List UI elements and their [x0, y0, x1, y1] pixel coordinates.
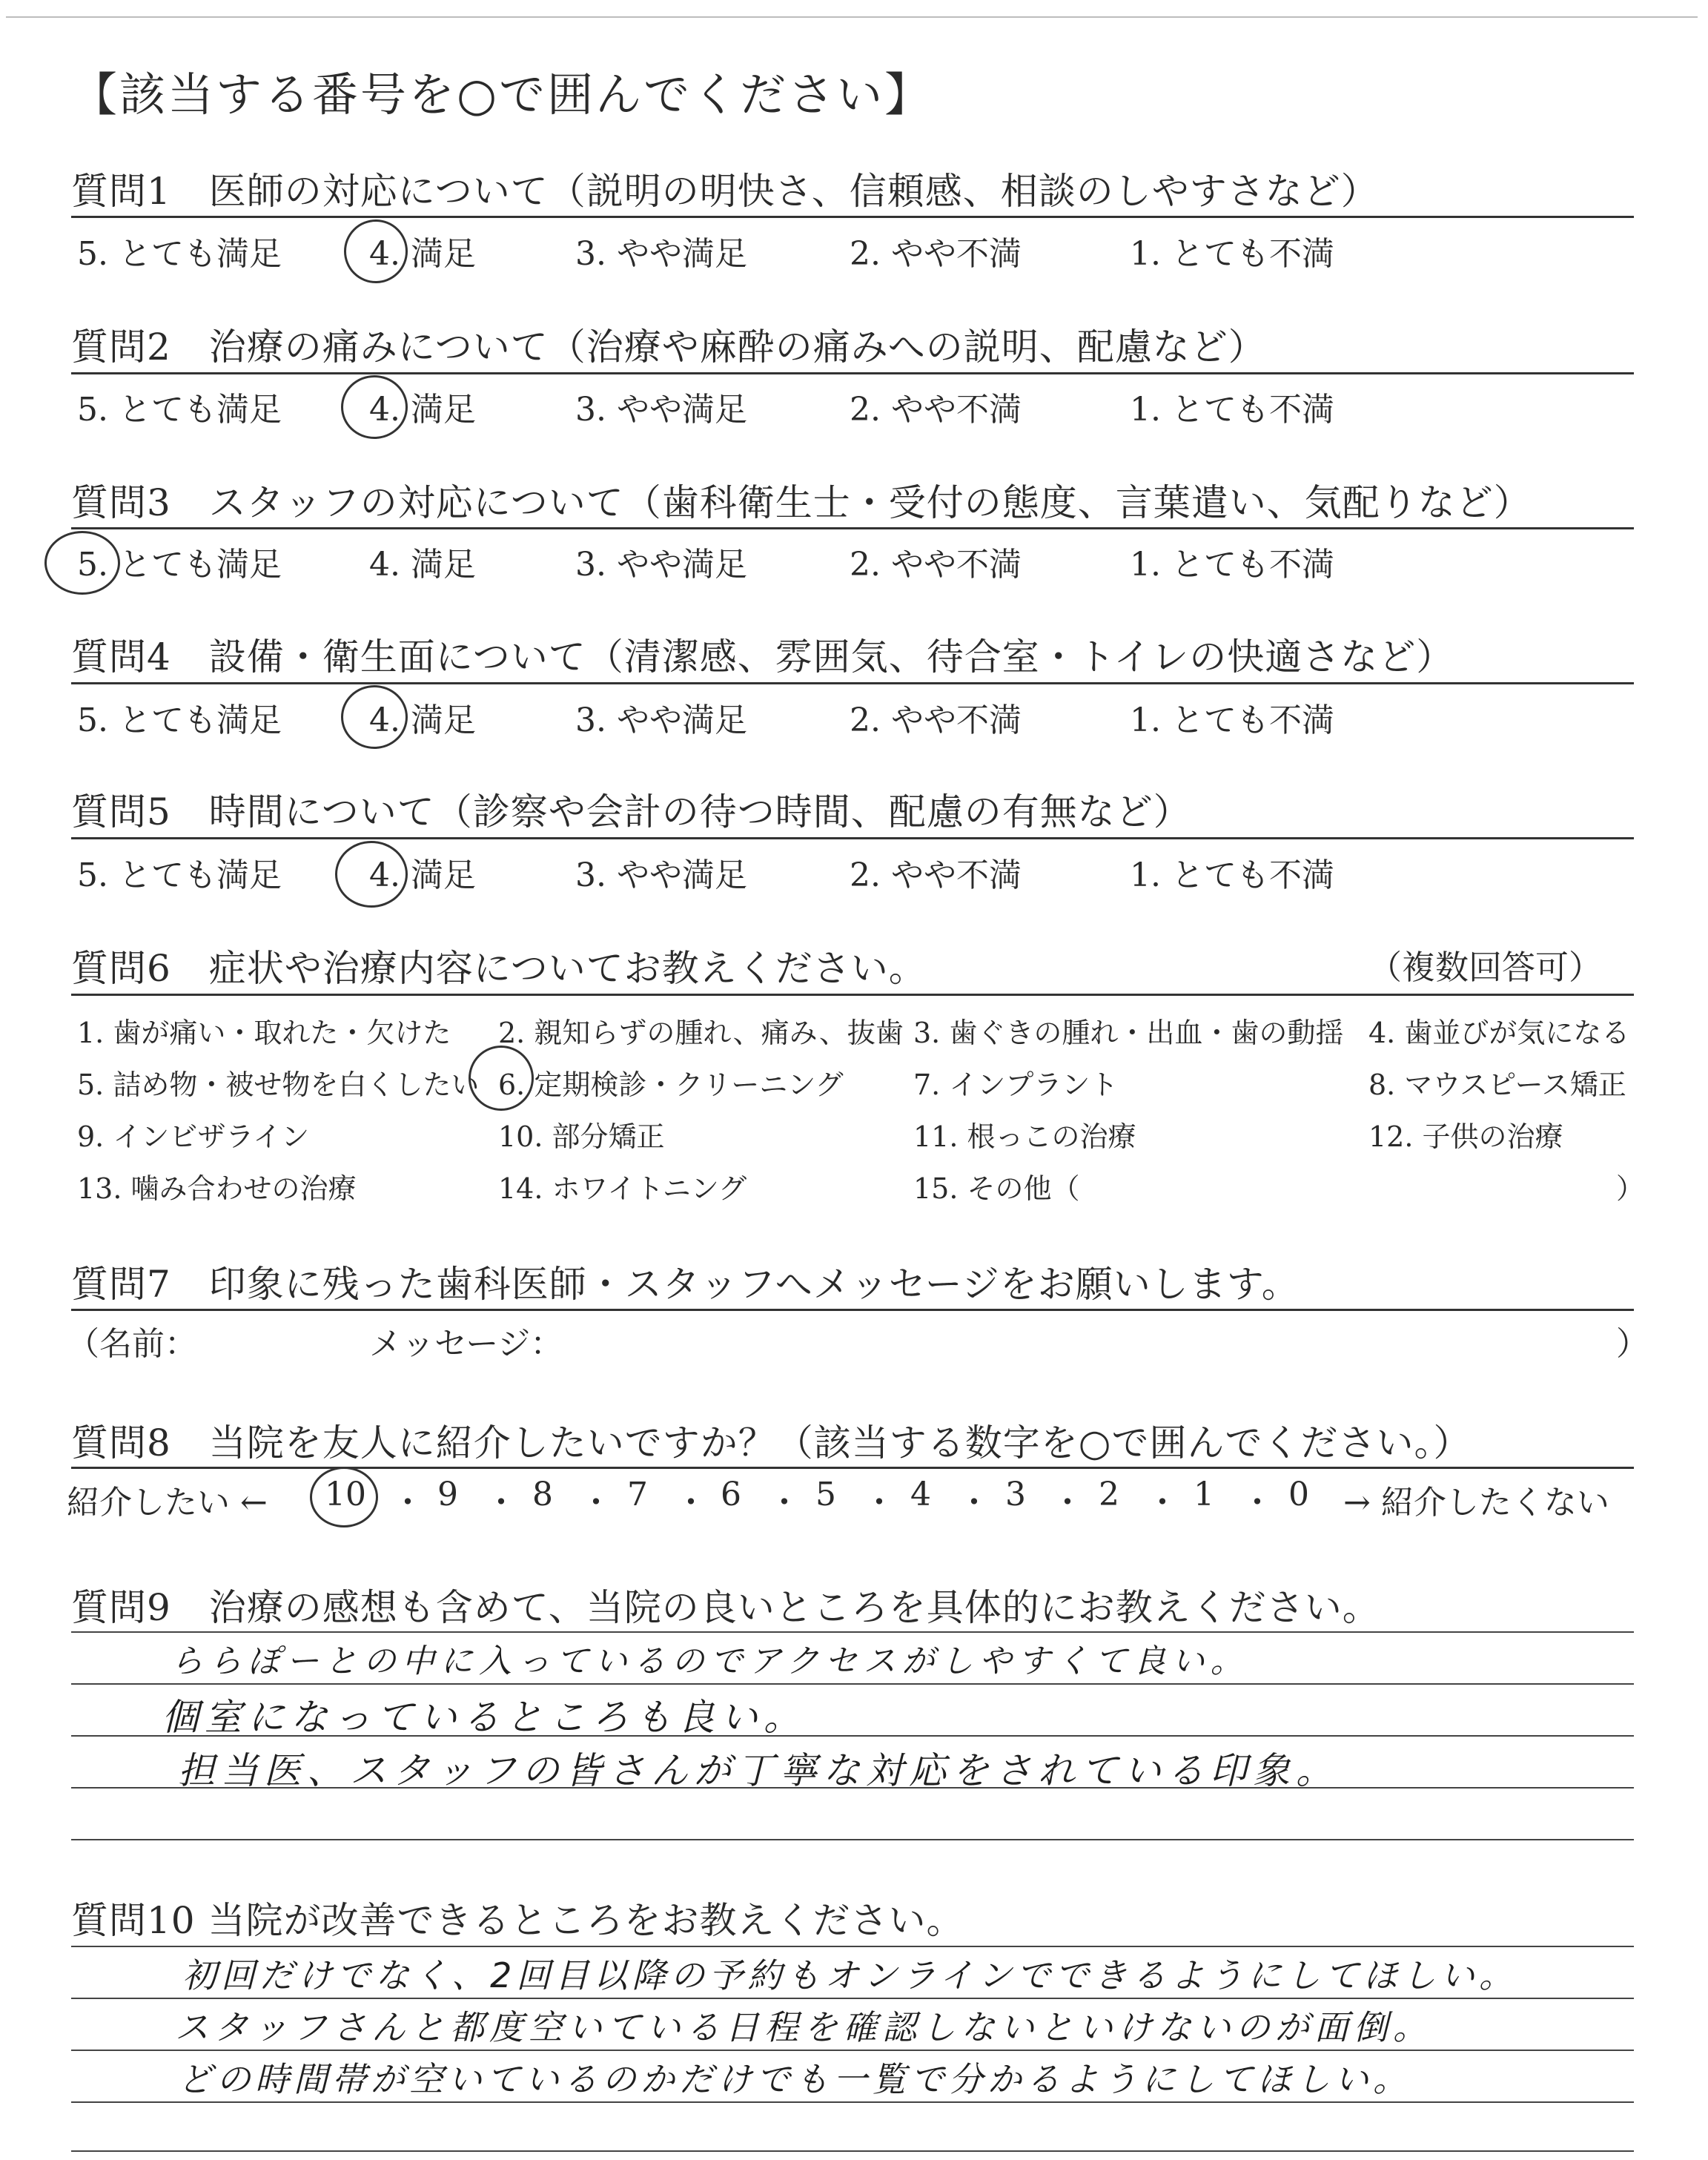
q4-option-4[interactable]: 4. 満足 [369, 701, 476, 739]
q8-separator: ・ [1241, 1484, 1274, 1522]
q8-scale-8[interactable]: 8 [532, 1476, 553, 1513]
q4-option-3[interactable]: 3. やや満足 [575, 701, 747, 739]
q9-rule-2 [71, 1683, 1634, 1685]
q8-left-label: 紹介したい ← [67, 1484, 268, 1522]
q8-separator: ・ [391, 1484, 424, 1522]
q1-heading: 質問1 医師の対応について（説明の明快さ、信頼感、相談のしやすさなど） [71, 170, 1379, 213]
q1-option-2[interactable]: 2. やや不満 [850, 235, 1022, 273]
q2-option-2[interactable]: 2. やや不満 [850, 391, 1022, 429]
q8-rule [71, 1467, 1634, 1469]
q3-option-3[interactable]: 3. やや満足 [575, 546, 747, 584]
q4-option-5[interactable]: 5. とても満足 [77, 701, 282, 739]
q10-answer-line-2: スタッフさんと都度空いている日程を確認しないといけないのが面倒。 [175, 2007, 1432, 2047]
q4-option-1[interactable]: 1. とても不満 [1130, 701, 1334, 739]
q6-option-2[interactable]: 2. 親知らずの腫れ、痛み、抜歯 [498, 1017, 904, 1049]
q8-separator: ・ [675, 1484, 707, 1522]
q7-name-label: （名前： [67, 1325, 197, 1363]
q8-scale-10[interactable]: 10 [325, 1476, 366, 1513]
q1-option-1[interactable]: 1. とても不満 [1130, 235, 1334, 273]
q3-option-2[interactable]: 2. やや不満 [850, 546, 1022, 584]
q10-answer-line-3: どの時間帯が空いているのかだけでも一覧で分かるようにしてほしい。 [178, 2059, 1411, 2099]
q8-separator: ・ [580, 1484, 612, 1522]
q6-heading: 質問6 症状や治療内容についてお教えください。 [71, 947, 927, 990]
q3-option-1[interactable]: 1. とても不満 [1130, 546, 1334, 584]
q6-option-11[interactable]: 11. 根っこの治療 [913, 1120, 1136, 1153]
q8-separator: ・ [485, 1484, 517, 1522]
q5-rule [71, 837, 1634, 839]
q9-answer-line-2: 個室になっているところも良い。 [162, 1696, 807, 1739]
q7-message-label: メッセージ： [369, 1325, 563, 1363]
q10-rule-1 [71, 1946, 1634, 1947]
q5-option-4[interactable]: 4. 満足 [369, 856, 476, 894]
q5-heading: 質問5 時間について（診察や会計の待つ時間、配慮の有無など） [71, 790, 1191, 833]
q1-option-5[interactable]: 5. とても満足 [77, 235, 282, 273]
q7-heading: 質問7 印象に残った歯科医師・スタッフへメッセージをお願いします。 [71, 1263, 1300, 1306]
q8-scale-4[interactable]: 4 [910, 1476, 931, 1513]
q8-scale-7[interactable]: 7 [627, 1476, 648, 1513]
q6-option-14[interactable]: 14. ホワイトニング [498, 1172, 747, 1205]
q6-option-8[interactable]: 8. マウスピース矯正 [1368, 1069, 1626, 1101]
q7-rule [71, 1309, 1634, 1311]
q6-option-6[interactable]: 6. 定期検診・クリーニング [498, 1069, 844, 1101]
q8-scale-3[interactable]: 3 [1005, 1476, 1026, 1513]
q6-option-13[interactable]: 13. 噛み合わせの治療 [77, 1172, 357, 1205]
q8-separator: ・ [1146, 1484, 1179, 1522]
q10-heading: 質問10 当院が改善できるところをお教えください。 [71, 1899, 964, 1942]
q10-rule-2 [71, 1998, 1634, 1999]
q6-option-9[interactable]: 9. インビザライン [77, 1120, 310, 1153]
q8-separator: ・ [863, 1484, 896, 1522]
q4-heading: 質問4 設備・衛生面について（清潔感、雰囲気、待合室・トイレの快適さなど） [71, 635, 1454, 678]
q4-rule [71, 682, 1634, 684]
q4-option-2[interactable]: 2. やや不満 [850, 701, 1022, 739]
top-border [6, 16, 1698, 18]
q6-rule [71, 994, 1634, 996]
q6-option-5[interactable]: 5. 詰め物・被せ物を白くしたい [77, 1069, 480, 1101]
q8-right-label: → 紹介したくない [1343, 1484, 1609, 1522]
q6-option-7[interactable]: 7. インプラント [913, 1069, 1119, 1101]
q2-option-3[interactable]: 3. やや満足 [575, 391, 747, 429]
q6-option-15[interactable]: 15. その他（ [913, 1172, 1080, 1205]
q6-option-12[interactable]: 12. 子供の治療 [1368, 1120, 1563, 1153]
q8-separator: ・ [1051, 1484, 1084, 1522]
q5-option-2[interactable]: 2. やや不満 [850, 856, 1022, 894]
q6-multiple-note: （複数回答可） [1368, 948, 1603, 987]
q6-option-4[interactable]: 4. 歯並びが気になる [1368, 1017, 1630, 1049]
q7-close-paren: ） [1616, 1325, 1649, 1363]
q3-rule [71, 527, 1634, 529]
q2-option-4[interactable]: 4. 満足 [369, 391, 476, 429]
q5-option-1[interactable]: 1. とても不満 [1130, 856, 1334, 894]
q8-scale-2[interactable]: 2 [1099, 1476, 1119, 1513]
q8-heading: 質問8 当院を友人に紹介したいですか？（該当する数字を○で囲んでください。） [71, 1421, 1472, 1464]
q2-heading: 質問2 治療の痛みについて（治療や麻酔の痛みへの説明、配慮など） [71, 326, 1266, 369]
q3-option-5[interactable]: 5. とても満足 [77, 546, 282, 584]
q8-scale-6[interactable]: 6 [721, 1476, 741, 1513]
q9-heading: 質問9 治療の感想も含めて、当院の良いところを具体的にお教えください。 [71, 1586, 1380, 1629]
q9-rule-1 [71, 1631, 1634, 1633]
q8-scale-9[interactable]: 9 [437, 1476, 458, 1513]
q9-answer-line-3: 担当医、スタッフの皆さんが丁寧な対応をされている印象。 [178, 1749, 1339, 1792]
q8-scale-5[interactable]: 5 [815, 1476, 836, 1513]
q1-rule [71, 216, 1634, 218]
q10-rule-5 [71, 2150, 1634, 2152]
q5-option-5[interactable]: 5. とても満足 [77, 856, 282, 894]
q6-option-10[interactable]: 10. 部分矯正 [498, 1120, 665, 1153]
q3-option-4[interactable]: 4. 満足 [369, 546, 476, 584]
q6-option-3[interactable]: 3. 歯ぐきの腫れ・出血・歯の動揺 [913, 1017, 1344, 1049]
q3-heading: 質問3 スタッフの対応について（歯科衛生士・受付の態度、言葉遣い、気配りなど） [71, 481, 1532, 524]
q9-rule-5 [71, 1839, 1634, 1840]
q6-option-1[interactable]: 1. 歯が痛い・取れた・欠けた [77, 1017, 451, 1049]
q2-option-5[interactable]: 5. とても満足 [77, 391, 282, 429]
q10-answer-line-1: 初回だけでなく、2回目以降の予約もオンラインでできるようにしてほしい。 [182, 1955, 1517, 1995]
q6-other-close-paren: ） [1616, 1172, 1645, 1205]
q9-answer-line-1: ららぽーとの中に入っているのでアクセスがしやすくて良い。 [171, 1642, 1249, 1680]
q8-separator: ・ [958, 1484, 990, 1522]
q8-scale-0[interactable]: 0 [1288, 1476, 1309, 1513]
q8-separator: ・ [768, 1484, 801, 1522]
q5-option-3[interactable]: 3. やや満足 [575, 856, 747, 894]
q2-option-1[interactable]: 1. とても不満 [1130, 391, 1334, 429]
q2-rule [71, 372, 1634, 374]
q1-option-3[interactable]: 3. やや満足 [575, 235, 747, 273]
page-title: 【該当する番号を○で囲んでください】 [71, 67, 933, 122]
q10-rule-3 [71, 2050, 1634, 2051]
q1-option-4[interactable]: 4. 満足 [369, 235, 476, 273]
q8-scale-1[interactable]: 1 [1194, 1476, 1214, 1513]
q10-rule-4 [71, 2101, 1634, 2103]
